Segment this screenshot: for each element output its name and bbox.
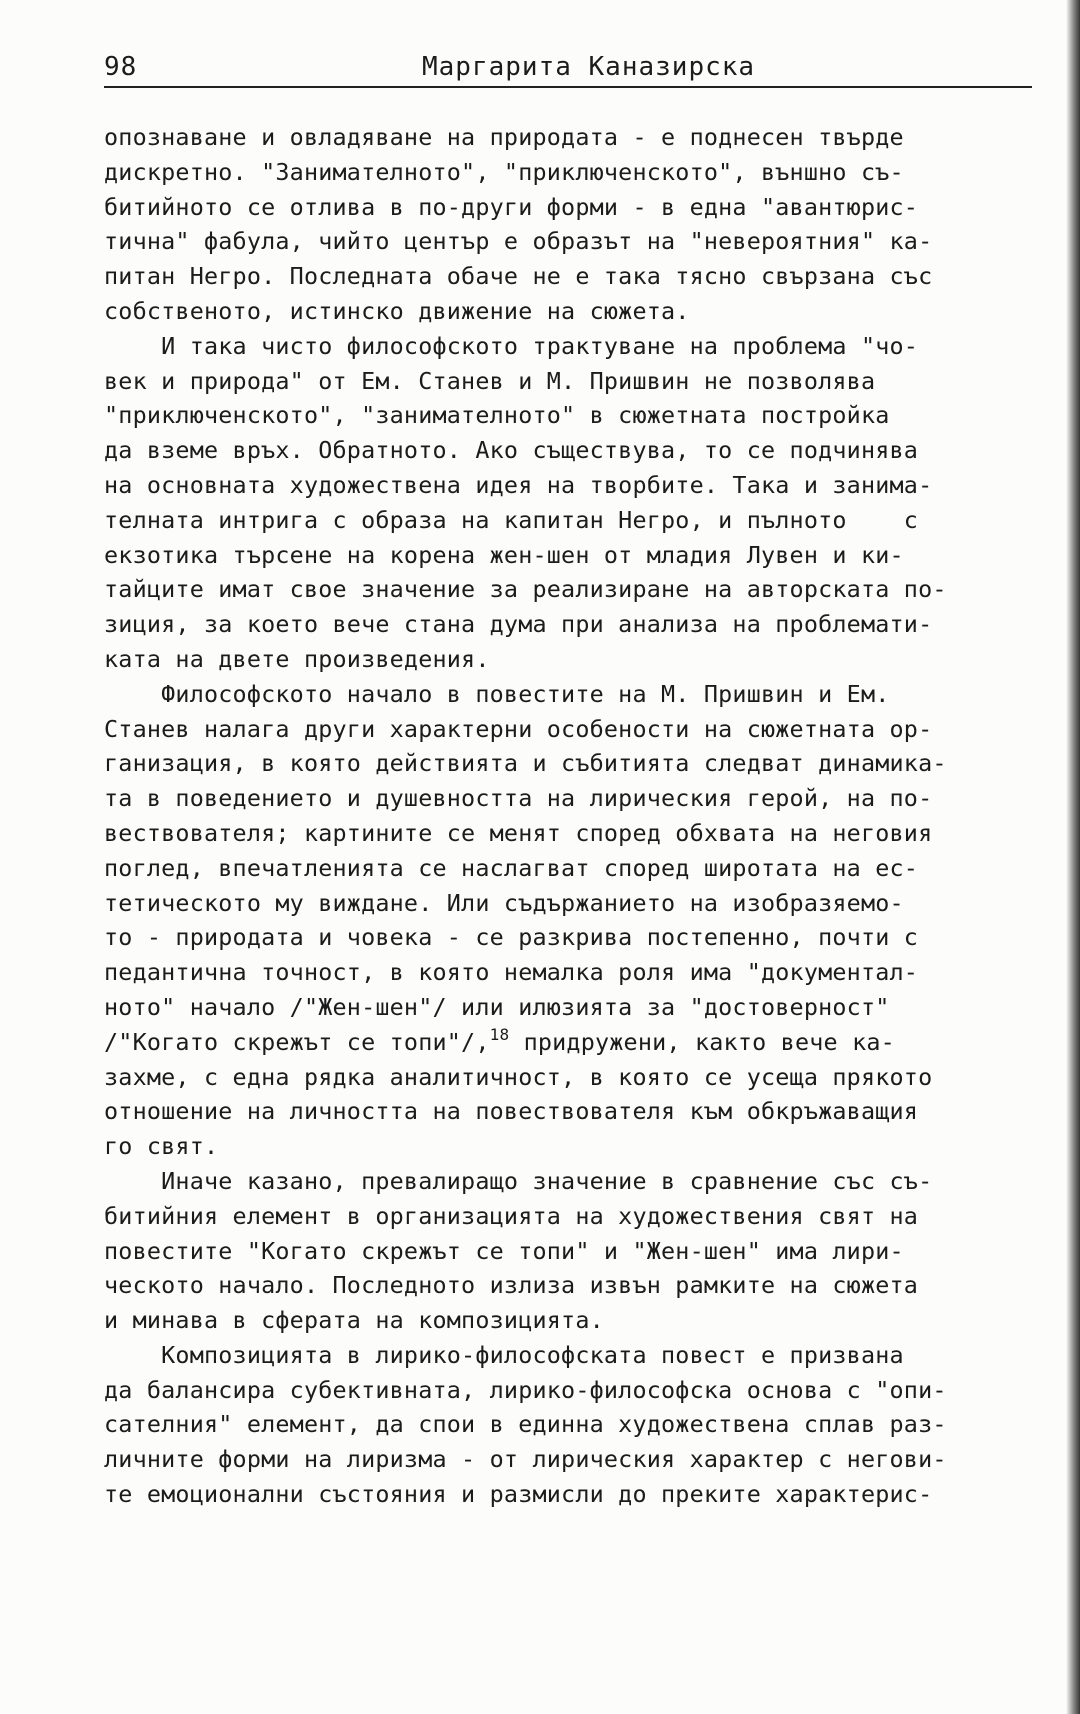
text-line: ката на двете произведения. [104, 644, 490, 673]
page-header [104, 48, 1032, 88]
page-edge-shadow [1066, 0, 1080, 1714]
text-line: битийния елемент в организацията на художествения свят на [104, 1201, 919, 1230]
text-line: ганизация, в която действията и събитията следват динамика- [104, 749, 947, 778]
text-line: зиция, за което вече стана дума при анализа на проблемати- [104, 610, 933, 639]
text-line: И така чисто философското трактуване на проблема "чо- [104, 331, 919, 360]
page-number: 98 [104, 52, 138, 82]
text-line: тайците имат свое значение за реализиране на авторската по- [104, 575, 947, 604]
text-line: да вземе връх. Обратното. Ако съществува, то се подчинява [104, 436, 919, 465]
text-line: педантична точност, в която немалка роля има "документал- [104, 958, 919, 987]
text-line: поглед, впечатленията се наслагват според широтата на ес- [104, 853, 919, 882]
text-line: ното" начало /"Жен-шен"/ или илюзията за "достоверност" [104, 992, 890, 1021]
text-line: захме, с една рядка аналитичност, в която се усеща прякото [104, 1062, 933, 1091]
text-line: Композицията в лирико-философската повест е призвана [104, 1340, 904, 1369]
text-line: то - природата и човека - се разкрива постепенно, почти с [104, 923, 919, 952]
text-line: го свят. [104, 1132, 219, 1161]
text-line: собственото, истинско движение на сюжета. [104, 296, 690, 325]
text-line: дискретно. "Занимателното", "приключенското", външно съ- [104, 157, 904, 186]
text-line: да балансира субективната, лирико-философска основа с "опи- [104, 1375, 947, 1404]
text-line: тетическото му виждане. Или съдържанието на изобразяемо- [104, 888, 904, 917]
text-line: повестите "Когато скрежът се топи" и "Жен-шен" има лири- [104, 1236, 904, 1265]
text-line-with-footnote [104, 1025, 1040, 1060]
body-text [104, 120, 1040, 1512]
text-line: те емоционални състояния и размисли до преките характерис- [104, 1480, 933, 1509]
text-line: опознаване и овладяване на природата - е поднесен твърде [104, 123, 904, 151]
text-line: ческото начало. Последното излиза извън рамките на сюжета [104, 1271, 919, 1300]
text-fragment: /"Когато скрежът се топи"/, [104, 1027, 490, 1056]
text-line: личните форми на лиризма - от лирическия характер с негови- [104, 1445, 947, 1474]
text-line: отношение на личността на повествователя към обкръжаващия [104, 1097, 919, 1126]
text-line: и минава в сферата на композицията. [104, 1306, 604, 1335]
text-line: на основната художествена идея на творбите. Така и занима- [104, 470, 933, 499]
text-line: вествователя; картините се менят според обхвата на неговия [104, 818, 933, 847]
text-line: екзотика търсене на корена жен-шен от младия Лувен и ки- [104, 540, 904, 569]
text-line: Философското начало в повестите на М. Пришвин и Ем. [104, 679, 890, 708]
text-line: питан Негро. Последната обаче не е така тясно свързана със [104, 262, 933, 291]
text-fragment: придружени, както вече ка- [509, 1027, 895, 1056]
text-line: Станев налага други характерни особености на сюжетната ор- [104, 714, 933, 743]
text-line: "приключенското", "занимателното" в сюжетната постройка [104, 401, 890, 430]
running-title: Маргарита Каназирска [422, 52, 756, 82]
text-line: сателния" елемент, да спои в единна художествена сплав раз- [104, 1410, 947, 1439]
text-line: Иначе казано, превалиращо значение в сравнение със съ- [104, 1166, 933, 1195]
text-line: битийното се отлива в по-други форми - в една "авантюрис- [104, 192, 919, 221]
footnote-reference[interactable]: 18 [489, 1024, 510, 1044]
text-line: телната интрига с образа на капитан Негро, и пълното с [104, 505, 919, 534]
text-line: тична" фабула, чийто център е образът на "невероятния" ка- [104, 227, 933, 256]
text-line: та в поведението и душевността на лирическия герой, на по- [104, 784, 933, 813]
text-line: век и природа" от Ем. Станев и М. Пришвин не позволява [104, 366, 876, 395]
